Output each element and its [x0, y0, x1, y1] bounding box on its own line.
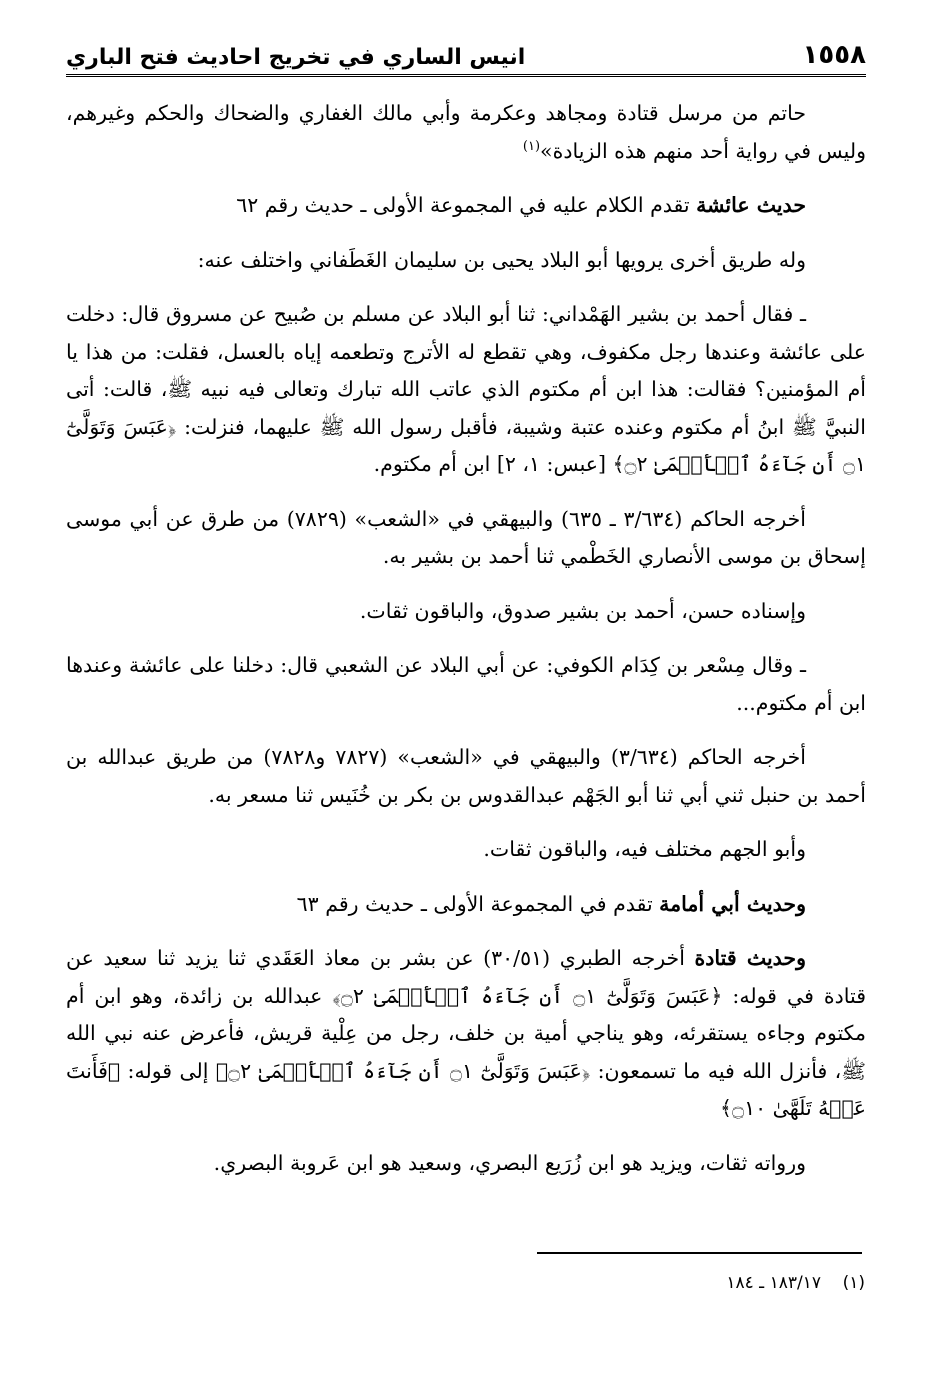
paragraph [66, 242, 866, 280]
paragraph [66, 296, 866, 484]
paragraph [66, 886, 866, 924]
paragraph-text: أخرجه الحاكم (٣/٦٣٤) والبيهقي في «الشعب» (٧٨٢٧ و٧٨٢٨) من طريق عبدالله بن أحمد بن حنبل ثني أبي ثنا أبو الجَهْم عبدالقدوس بن بكر بن خُنَيس ثنا مسعر به. [66, 745, 866, 807]
paragraph-text: تقدم في المجموعة الأولى ـ حديث رقم ٦٣ [296, 891, 660, 916]
paragraph-lead: وحديث قتادة [694, 946, 806, 970]
footnote-marker: (١) [842, 1273, 865, 1293]
paragraph [66, 187, 866, 225]
paragraph-text: ورواته ثقات، ويزيد هو ابن زُرَيع البصري، وسعيد هو ابن عَروبة البصري. [213, 1150, 806, 1175]
paragraph-text: تقدم الكلام عليه في المجموعة الأولى ـ حديث رقم ٦٢ [236, 193, 697, 217]
paragraph [66, 940, 866, 1128]
paragraph [66, 95, 866, 170]
page-number: ١٥٥٨ [802, 40, 866, 70]
paragraph [66, 739, 866, 814]
paragraph-text: وأبو الجهم مختلف فيه، والباقون ثقات. [483, 837, 806, 861]
footnote-text: ١٨٣/١٧ ـ ١٨٤ [726, 1273, 821, 1293]
paragraph [66, 1145, 866, 1183]
page [66, 30, 866, 1199]
book-title: انيس الساري في تخريج احاديث فتح الباري [66, 45, 526, 70]
paragraph [66, 501, 866, 576]
paragraph [66, 647, 866, 722]
paragraph-text: أخرجه الطبري (٣٠/٥١) عن بشر بن معاذ العَقَدي ثنا يزيد ثنا سعيد عن قتادة في قوله: ﴿عَبَسَ وَتَوَلَّىٰٓ ۝١ أَن جَآءَهُ ٱلۡأَعۡمَىٰ ۝٢﴾ عبدالله بن زائدة، وهو ابن أم مكتوم وجاءه يستقرئه، وهو يناجي أمية بن خلف، رجل من عِلْية قريش، فأعرض عنه نبي الله ﷺ، فأنزل الله فيه ما تسمعون: ﴿عَبَسَ وَتَوَلَّىٰٓ ۝١ أَن جَآءَهُ ٱلۡأَعۡمَىٰ ۝٢﴾ إلى قوله: ﴿فَأَنتَ عَنۡهُ تَلَهَّىٰ ۝١٠﴾ [66, 946, 867, 1120]
page-body [66, 95, 866, 1182]
paragraph [66, 831, 866, 869]
page-header [66, 30, 866, 77]
paragraph-lead: حديث عائشة [696, 193, 806, 217]
paragraph-text: وإسناده حسن، أحمد بن بشير صدوق، والباقون ثقات. [359, 598, 806, 623]
paragraph-lead: وحديث أبي أمامة [659, 891, 806, 916]
paragraph [66, 593, 866, 631]
paragraph-text: حاتم من مرسل قتادة ومجاهد وعكرمة وأبي مالك الغفاري والضحاك والحكم وغيرهم، وليس في رواية أحد منهم هذه الزيادة» [66, 101, 866, 163]
paragraph-text: أخرجه الحاكم (٣/٦٣٤ ـ ٦٣٥) والبيهقي في «الشعب» (٧٨٢٩) من طرق عن أبي موسى إسحاق بن موسى الأنصاري الخَطْمي ثنا أحمد بن بشير به. [66, 506, 866, 568]
footnote [465, 1270, 865, 1296]
paragraph-text: وله طريق أخرى يرويها أبو البلاد يحيى بن سليمان الغَطَفاني واختلف عنه: [197, 247, 806, 272]
paragraph-text: ـ وقال مِسْعر بن كِدَام الكوفي: عن أبي البلاد عن الشعبي قال: دخلنا على عائشة وعندها ابن أم مكتوم... [66, 653, 866, 715]
paragraph-text: ـ فقال أحمد بن بشير الهَمْداني: ثنا أبو البلاد عن مسلم بن صُبيح عن مسروق قال: دخلت على عائشة وعندها رجل مكفوف، وهي تقطع له الأترج وتطعمه إياه بالعسل، فقلت: من هذا يا أم المؤمنين؟ فقالت: هذا ابن أم مكتوم الذي عاتب الله تبارك وتعالى فيه نبيه ﷺ، قالت: أتى النبيَّ ﷺ ابنُ أم مكتوم وعنده عتبة وشيبة، فأقبل رسول الله ﷺ عليهما، فنزلت: ﴿عَبَسَ وَتَوَلَّىٰٓ ۝١ أَن جَآءَهُ ٱلۡأَعۡمَىٰ ۝٢﴾ [عبس: ١، ٢] ابن أم مكتوم. [66, 302, 866, 476]
footnote-divider [537, 1252, 862, 1254]
footnote-ref: (١) [522, 138, 541, 154]
